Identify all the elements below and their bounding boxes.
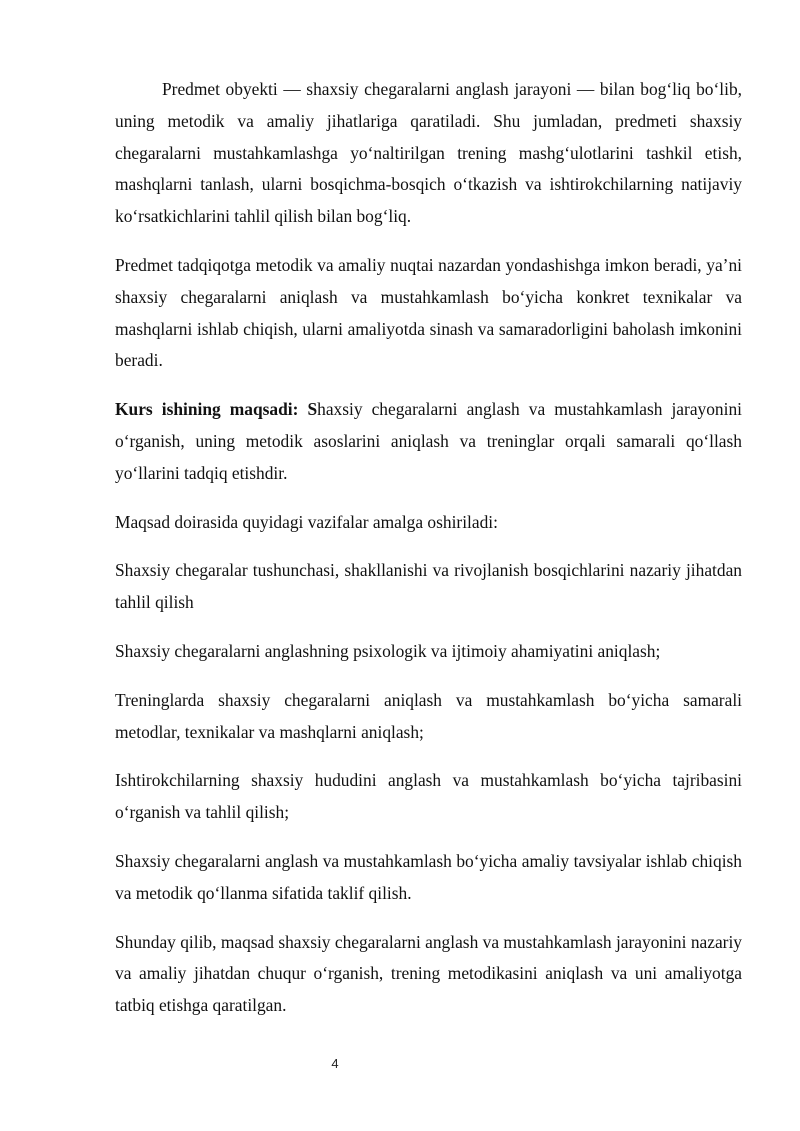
paragraph-task-1: Shaxsiy chegaralar tushunchasi, shakllanishi va rivojlanish bosqichlarini nazariy jihatdan tahlil qilish: [115, 560, 742, 613]
page-number: 4: [331, 1056, 339, 1071]
paragraph-task-2: Shaxsiy chegaralarni anglashning psixologik va ijtimoiy ahamiyatini aniqlash;: [115, 640, 661, 661]
course-goal-text: haxsiy chegaralarni anglash va mustahkamlash jarayonini o‘rganish, uning metodik asoslarini aniqlash va treninglar orqali samarali qo‘llash yo‘llarini tadqiq etishdir.: [115, 399, 742, 483]
paragraph-tasks-intro: Maqsad doirasida quyidagi vazifalar amalga oshiriladi:: [115, 511, 498, 532]
paragraph-task-4: Ishtirokchilarning shaxsiy hududini anglash va mustahkamlash bo‘yicha tajribasini o‘rganish va tahlil qilish;: [115, 770, 742, 823]
document-body: [115, 74, 742, 1039]
paragraph-task-3: Treninglarda shaxsiy chegaralarni aniqlash va mustahkamlash bo‘yicha samarali metodlar, texnikalar va mashqlarni aniqlash;: [115, 689, 742, 742]
paragraph-course-goal: [115, 394, 742, 489]
paragraph-task-5: Shaxsiy chegaralarni anglash va mustahkamlash bo‘yicha amaliy tavsiyalar ishlab chiqish va metodik qo‘llanma sifatida taklif qilish.: [115, 850, 742, 903]
course-goal-label: Kurs ishining maqsadi: S: [115, 399, 318, 420]
paragraph-object-description: Predmet obyekti — shaxsiy chegaralarni anglash jarayoni — bilan bog‘liq bo‘lib, uning metodik va amaliy jihatlariga qaratiladi. Shu jumladan, predmeti shaxsiy chegaralarni mustahkamlashga yo‘naltirilgan trening mashg‘ulotlarini tashkil etish, mashqlarni tanlash, ularni bosqichma-bosqich o‘tkazish va ishtirokchilarning natijaviy ko‘rsatkichlarini tahlil qilish bilan bog‘liq.: [115, 79, 742, 227]
paragraph-conclusion: Shunday qilib, maqsad shaxsiy chegaralarni anglash va mustahkamlash jarayonini nazariy va amaliy jihatdan chuqur o‘rganish, trening metodikasini aniqlash va uni amaliyotga tatbiq etishga qaratilgan.: [115, 931, 742, 1016]
paragraph-subject-approach: Predmet tadqiqotga metodik va amaliy nuqtai nazardan yondashishga imkon beradi, ya’ni shaxsiy chegaralarni aniqlash va mustahkamlash bo‘yicha konkret texnikalar va mashqlarni ishlab chiqish, ularni amaliyotda sinash va samaradorligini baholash imkonini beradi.: [115, 254, 742, 371]
